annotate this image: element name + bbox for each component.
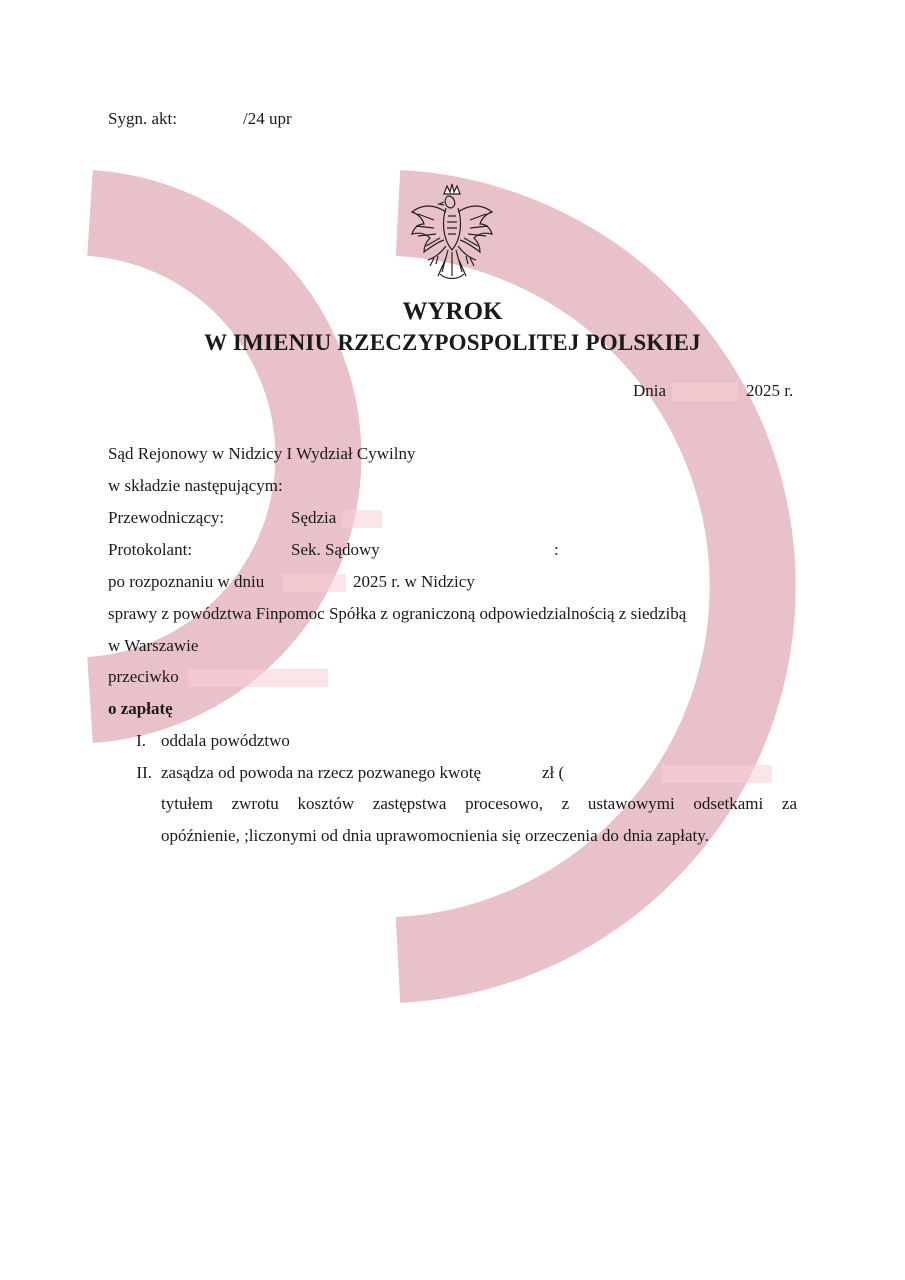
case-line-2: w Warszawie — [108, 636, 199, 655]
hearing-prefix: po rozpoznaniu w dniu — [108, 572, 265, 591]
date-prefix: Dnia — [633, 381, 667, 400]
clerk-label: Protokolant: — [108, 540, 193, 559]
signature-number: /24 upr — [243, 109, 292, 128]
ruling-item-1-text: oddala powództwo — [161, 731, 290, 750]
ruling-item-1-number: I. — [136, 731, 146, 750]
redaction-judge — [342, 510, 382, 528]
ruling-item-2-number: II. — [136, 763, 152, 782]
date-year: 2025 r. — [746, 381, 794, 400]
document-title: WYROK — [402, 298, 503, 325]
subject-label: o zapłatę — [108, 699, 173, 718]
ruling-item-2-line-2: tytułem zwrotu kosztów zastępstwa procesowo, z ustawowymi odsetkami za — [161, 794, 797, 813]
ruling-item-2-line-3: opóźnienie, ;liczonymi od dnia uprawomocnienia się orzeczenia do dnia zapłaty. — [161, 826, 709, 845]
redaction-defendant — [188, 669, 328, 687]
hearing-suffix: 2025 r. w Nidzicy — [353, 572, 475, 591]
chair-label: Przewodniczący: — [108, 508, 225, 527]
redaction-amount-words — [662, 765, 772, 783]
polish-eagle-emblem-icon — [404, 180, 500, 290]
composition-label: w składzie następującym: — [108, 476, 283, 495]
against-label: przeciwko — [108, 667, 179, 686]
clerk-suffix: : — [554, 540, 559, 559]
document-subtitle: W IMIENIU RZECZYPOSPOLITEJ POLSKIEJ — [204, 330, 701, 355]
court-name: Sąd Rejonowy w Nidzicy I Wydział Cywilny — [108, 444, 416, 463]
signature-label: Sygn. akt: — [108, 109, 177, 128]
case-line-1: sprawy z powództwa Finpomoc Spółka z ograniczoną odpowiedzialnością z siedzibą — [108, 604, 687, 623]
clerk-value: Sek. Sądowy — [291, 540, 380, 559]
ruling-item-2-line-1: zasądza od powoda na rzecz pozwanego kwotę — [161, 763, 482, 782]
redaction-hearing-date — [282, 574, 346, 592]
redaction-date — [672, 383, 738, 401]
ruling-item-2-currency: zł ( — [542, 763, 565, 782]
chair-value: Sędzia — [291, 508, 337, 527]
